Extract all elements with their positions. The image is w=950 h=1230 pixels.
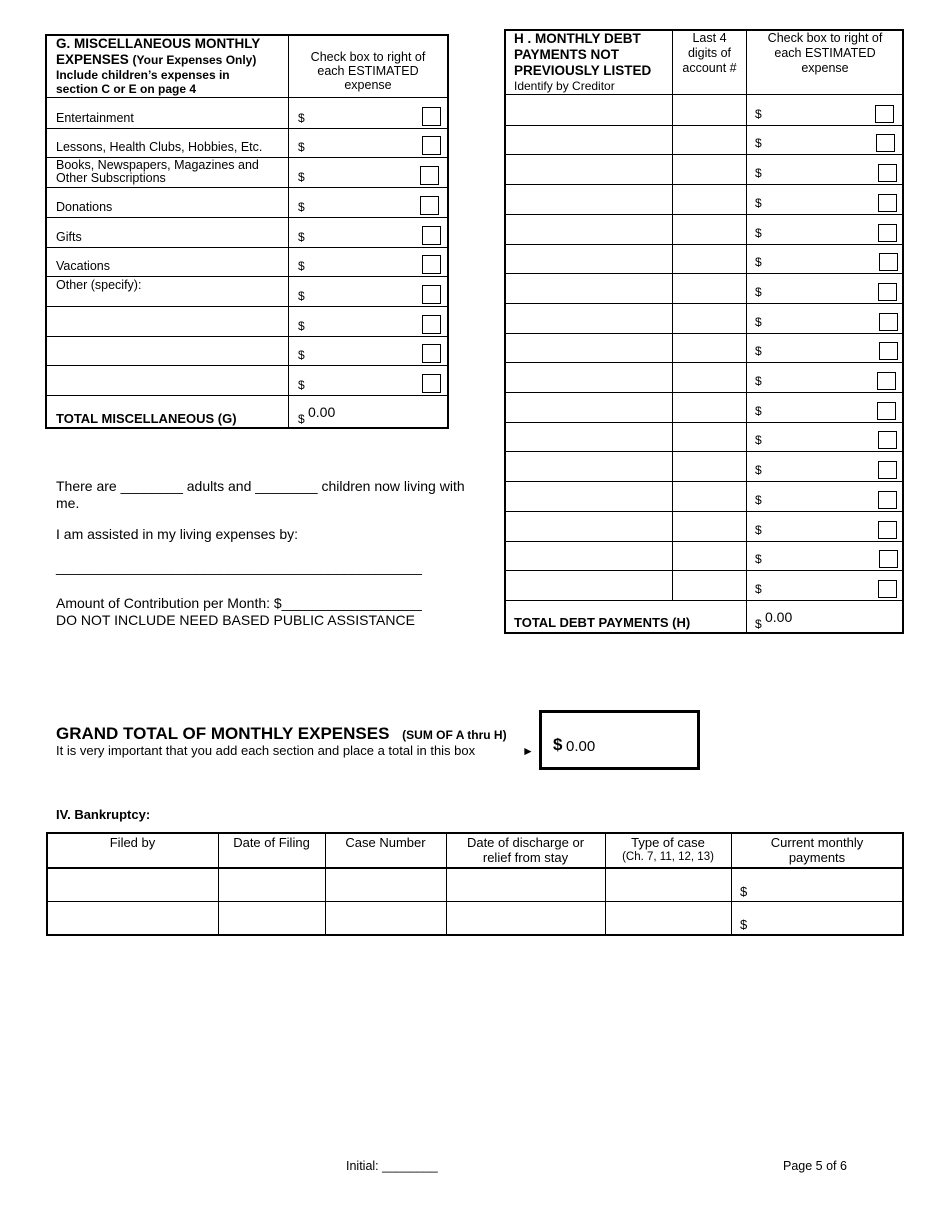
column-header-line1: Filed by (109, 835, 156, 850)
account-digits-field[interactable] (674, 126, 745, 153)
column-header-line1: Date of Filing (233, 835, 310, 850)
creditor-field[interactable] (506, 364, 671, 391)
bankruptcy-cell[interactable] (447, 869, 604, 900)
misc-expense-label: Entertainment (56, 111, 134, 125)
bankruptcy-column-header (605, 835, 731, 865)
account-digits-field[interactable] (674, 186, 745, 213)
debt-payment-amount[interactable]: $ (755, 523, 762, 537)
grand-total-title: GRAND TOTAL OF MONTHLY EXPENSES (56, 724, 390, 743)
grand-total-instruction: It is very important that you add each section and place a total in this box (56, 743, 476, 758)
column-header-line1: Case Number (345, 835, 426, 850)
bankruptcy-heading: IV. Bankruptcy: (56, 807, 151, 822)
bankruptcy-cell[interactable] (447, 902, 604, 933)
account-digits-field[interactable] (674, 305, 745, 332)
estimated-checkbox[interactable] (878, 283, 897, 301)
debt-payment-amount[interactable]: $ (755, 582, 762, 596)
column-header-line1: Type of case (631, 835, 705, 850)
estimated-checkbox[interactable] (420, 166, 439, 185)
column-header-line2: (Ch. 7, 11, 12, 13) (622, 851, 714, 863)
bankruptcy-column-header (731, 835, 903, 865)
creditor-field[interactable] (506, 245, 671, 272)
bankruptcy-cell[interactable] (326, 869, 445, 900)
estimated-checkbox[interactable] (878, 580, 897, 598)
initial-field[interactable]: Initial: ________ (346, 1159, 438, 1173)
estimated-checkbox[interactable] (422, 285, 441, 304)
creditor-field[interactable] (506, 186, 671, 213)
creditor-field[interactable] (506, 156, 671, 183)
estimated-checkbox[interactable] (876, 134, 895, 152)
assisted-by-label: I am assisted in my living expenses by: (56, 526, 298, 542)
bankruptcy-cell[interactable] (606, 869, 730, 900)
account-digits-field[interactable] (674, 334, 745, 361)
total-miscellaneous-value[interactable]: 0.00 (308, 404, 336, 420)
account-digits-field[interactable] (674, 542, 745, 569)
column-header-line1: Date of discharge or (466, 835, 585, 850)
account-digits-field[interactable] (674, 394, 745, 421)
creditor-field[interactable] (506, 513, 671, 540)
account-digits-field[interactable] (674, 483, 745, 510)
estimated-checkbox[interactable] (420, 196, 439, 215)
column-header-line2: payments (788, 850, 846, 865)
debt-payment-amount[interactable]: $ (755, 136, 762, 150)
debt-payment-amount[interactable]: $ (755, 493, 762, 507)
debt-payment-amount[interactable]: $ (755, 166, 762, 180)
misc-expense-amount[interactable]: $ (298, 140, 305, 154)
misc-expense-label: Vacations (56, 259, 110, 273)
bankruptcy-cell[interactable] (48, 902, 217, 933)
estimated-checkbox[interactable] (422, 226, 441, 245)
debt-payment-amount[interactable]: $ (755, 404, 762, 418)
bankruptcy-cell[interactable] (606, 902, 730, 933)
bankruptcy-column-header (325, 835, 446, 850)
grand-total-box[interactable] (539, 710, 700, 770)
misc-expense-amount[interactable]: $ (298, 378, 305, 392)
grand-total-value: 0.00 (566, 738, 596, 755)
creditor-field[interactable] (506, 423, 671, 450)
misc-expense-amount[interactable]: $ (298, 111, 305, 125)
grand-total-subtitle: (SUM OF A thru H) (402, 728, 507, 742)
household-count-line[interactable]: There are ________ adults and ________ children now living with (56, 478, 465, 494)
estimated-checkbox[interactable] (422, 315, 441, 334)
debt-payment-amount[interactable]: $ (755, 196, 762, 210)
debt-payment-amount[interactable]: $ (755, 552, 762, 566)
household-count-line-end: me. (56, 495, 80, 511)
contribution-field[interactable]: Amount of Contribution per Month: $__________________ (56, 595, 422, 611)
account-digits-field[interactable] (674, 572, 745, 599)
estimated-checkbox[interactable] (878, 521, 897, 539)
account-digits-field[interactable] (674, 97, 745, 124)
misc-expense-label: Books, Newspapers, Magazines and (56, 158, 259, 172)
grand-total-currency: $ (553, 735, 563, 754)
debt-payment-amount[interactable]: $ (755, 255, 762, 269)
estimated-checkbox[interactable] (875, 105, 894, 123)
estimated-checkbox[interactable] (878, 491, 897, 509)
estimated-checkbox[interactable] (422, 255, 441, 274)
column-header-line2: relief from stay (482, 850, 569, 865)
debt-payment-amount[interactable]: $ (755, 463, 762, 477)
account-digits-field[interactable] (674, 216, 745, 243)
estimated-checkbox[interactable] (879, 253, 898, 271)
account-digits-field[interactable] (674, 513, 745, 540)
column-header-line1: Current monthly (770, 835, 864, 850)
debt-payment-amount[interactable]: $ (755, 344, 762, 358)
misc-expense-amount[interactable]: $ (298, 170, 305, 184)
estimated-checkbox[interactable] (878, 164, 897, 182)
creditor-field[interactable] (506, 453, 671, 480)
misc-expense-amount[interactable]: $ (298, 230, 305, 244)
bankruptcy-cell[interactable] (732, 869, 902, 900)
misc-expense-amount[interactable]: $ (298, 289, 305, 303)
creditor-field[interactable] (506, 305, 671, 332)
estimated-checkbox[interactable] (422, 374, 441, 393)
debt-payment-amount[interactable]: $ (755, 433, 762, 447)
bankruptcy-cell[interactable] (219, 902, 324, 933)
account-digits-field[interactable] (674, 245, 745, 272)
debt-payment-amount[interactable]: $ (755, 285, 762, 299)
estimated-checkbox[interactable] (422, 344, 441, 363)
bankruptcy-cell[interactable] (219, 869, 324, 900)
total-debt-payments-currency: $ (755, 617, 762, 631)
misc-expense-label: Lessons, Health Clubs, Hobbies, Etc. (56, 140, 263, 154)
misc-expense-amount[interactable]: $ (298, 319, 305, 333)
total-debt-payments-value[interactable]: 0.00 (765, 609, 793, 625)
creditor-field[interactable] (506, 483, 671, 510)
creditor-field[interactable] (506, 334, 671, 361)
creditor-field[interactable] (506, 126, 671, 153)
estimated-checkbox[interactable] (879, 550, 898, 568)
total-miscellaneous-currency: $ (298, 412, 305, 426)
creditor-field[interactable] (506, 216, 671, 243)
misc-expense-label: Donations (56, 200, 113, 214)
bankruptcy-column-header (218, 835, 325, 850)
misc-expense-label-line2: Other Subscriptions (56, 171, 166, 185)
creditor-field[interactable] (506, 97, 671, 124)
debt-payment-amount[interactable]: $ (755, 374, 762, 388)
misc-expense-amount[interactable]: $ (298, 259, 305, 273)
misc-expense-label: Gifts (56, 230, 82, 244)
bankruptcy-column-header (446, 835, 605, 865)
debt-payment-amount[interactable]: $ (755, 226, 762, 240)
account-digits-field[interactable] (674, 275, 745, 302)
payment-currency: $ (740, 917, 748, 932)
estimated-checkbox[interactable] (422, 107, 441, 126)
creditor-field[interactable] (506, 542, 671, 569)
misc-expense-label: Other (specify): (56, 278, 142, 292)
misc-expense-amount[interactable]: $ (298, 200, 305, 214)
creditor-field[interactable] (506, 394, 671, 421)
debt-payment-amount[interactable]: $ (755, 315, 762, 329)
estimated-checkbox[interactable] (877, 372, 896, 390)
estimated-checkbox[interactable] (422, 136, 441, 155)
bankruptcy-cell[interactable] (732, 902, 902, 933)
page-number: Page 5 of 6 (783, 1159, 847, 1173)
assisted-by-field[interactable]: _______________________________________________ (56, 559, 422, 575)
estimated-checkbox[interactable] (878, 224, 897, 242)
account-digits-field[interactable] (674, 156, 745, 183)
public-assistance-notice: DO NOT INCLUDE NEED BASED PUBLIC ASSISTANCE (56, 612, 415, 628)
account-digits-field[interactable] (674, 364, 745, 391)
creditor-field[interactable] (506, 572, 671, 599)
estimated-checkbox[interactable] (878, 431, 897, 449)
creditor-field[interactable] (506, 275, 671, 302)
estimated-checkbox[interactable] (879, 342, 898, 360)
estimated-checkbox[interactable] (878, 194, 897, 212)
debt-payment-amount[interactable]: $ (755, 107, 762, 121)
misc-expense-amount[interactable]: $ (298, 348, 305, 362)
total-miscellaneous-label: TOTAL MISCELLANEOUS (G) (56, 411, 237, 426)
bankruptcy-cell[interactable] (48, 869, 217, 900)
estimated-checkbox[interactable] (877, 402, 896, 420)
section-h-check-header: Check box to right of each ESTIMATED expense (767, 31, 883, 75)
total-debt-payments-label: TOTAL DEBT PAYMENTS (H) (514, 615, 691, 630)
bankruptcy-cell[interactable] (326, 902, 445, 933)
estimated-checkbox[interactable] (878, 461, 897, 479)
arrow-right-icon: ► (522, 744, 534, 758)
bankruptcy-column-header (47, 835, 218, 850)
section-g-check-header: Check box to right of each ESTIMATED expense (310, 50, 426, 92)
account-digits-field[interactable] (674, 423, 745, 450)
estimated-checkbox[interactable] (879, 313, 898, 331)
payment-currency: $ (740, 884, 748, 899)
section-h-account-header: Last 4 digits of account # (682, 31, 737, 75)
account-digits-field[interactable] (674, 453, 745, 480)
